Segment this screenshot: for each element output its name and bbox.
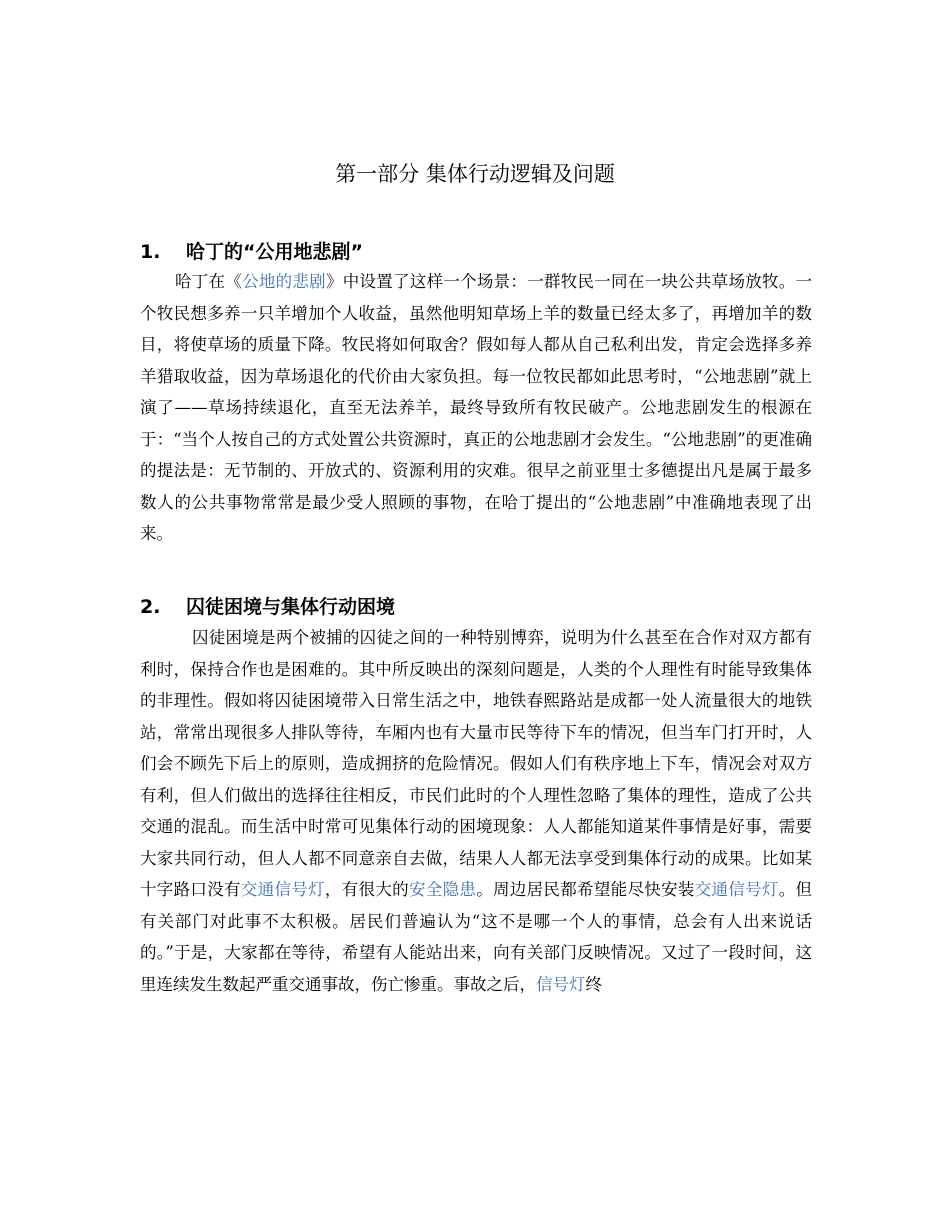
page-title: 第一部分 集体行动逻辑及问题 [335, 162, 615, 186]
paragraph-text: 。周边居民都希望能尽快安装 [476, 880, 695, 899]
section-title: 囚徒困境与集体行动困境 [186, 596, 396, 618]
link-traffic-light[interactable]: 交通信号灯 [240, 880, 325, 899]
section-number: 1. [140, 241, 161, 263]
section-heading-1 [140, 237, 820, 264]
paragraph-text: 哈丁在《 [175, 272, 243, 291]
paragraph-text: ，有很大的 [324, 880, 409, 899]
paragraph-2 [140, 622, 812, 1000]
section-title: 哈丁的“公用地悲剧” [186, 241, 363, 263]
paragraph-1 [140, 266, 812, 550]
paragraph-text: 。但有关部门对此事不太积极。居民们普遍认为“这不是哪一个人的事情，总会有人出来说话的。”于是，大家都在等待，希望有人能站出来，向有关部门反映情况。又过了一段时间，这里连续发生数起严重交通事故，伤亡惨重。事故之后， [140, 880, 813, 994]
link-signal-light[interactable]: 信号灯 [536, 974, 586, 994]
link-safety-hazard[interactable]: 安全隐患 [408, 880, 477, 899]
section-number: 2. [140, 596, 161, 618]
paragraph-text: 》中设置了这样一个场景：一群牧民一同在一块公共草场放牧。一个牧民想多养一只羊增加个人收益，虽然他明知草场上羊的数量已经太多了，再增加羊的数目，将使草场的质量下降。牧民将如何取舍？假如每人都从自己私利出发，肯定会选择多养羊猎取收益，因为草场退化的代价由大家负担。每一位牧民都如此思考时，“公地悲剧”就上演了——草场持续退化，直至无法养羊，最终导致所有牧民破产。公地悲剧发生的根源在于：“当个人按自己的方式处置公共资源时，真正的公地悲剧才会发生。“公地悲剧”的更准确的提法是：无节制的、开放式的、资源利用的灾难。很早之前亚里士多德提出凡是属于最多数人的公共事物常常是最少受人照顾的事物，在哈丁提出的“公地悲剧”中准确地表现了出来。 [140, 272, 813, 543]
paragraph-text: 囚徒困境是两个被捕的囚徒之间的一种特别博弈，说明为什么甚至在合作对双方都有利时，保持合作也是困难的。其中所反映出的深刻问题是，人类的个人理性有时能导致集体的非理性。假如将囚徒困境带入日常生活之中，地铁春熙路站是成都一处人流量很大的地铁站，常常出现很多人排队等待，车厢内也有大量市民等待下车的情况，但当车门打开时，人们会不顾先下后上的原则，造成拥挤的危险情况。假如人们有秩序地上下车，情况会对双方有利，但人们做出的选择往往相反，市民们此时的个人理性忽略了集体的理性，造成了公共交通的混乱。而生活中时常可见集体行动的困境现象：人人都能知道某件事情是好事，需要大家共同行动，但人人都不同意亲自去做，结果人人都无法享受到集体行动的成果。比如某十字路口没有 [140, 628, 812, 899]
link-commons-tragedy[interactable]: 公地的悲剧 [242, 272, 326, 291]
link-traffic-light[interactable]: 交通信号灯 [694, 880, 779, 899]
paragraph-text: 终 [585, 974, 602, 994]
section-heading-2 [140, 592, 820, 619]
